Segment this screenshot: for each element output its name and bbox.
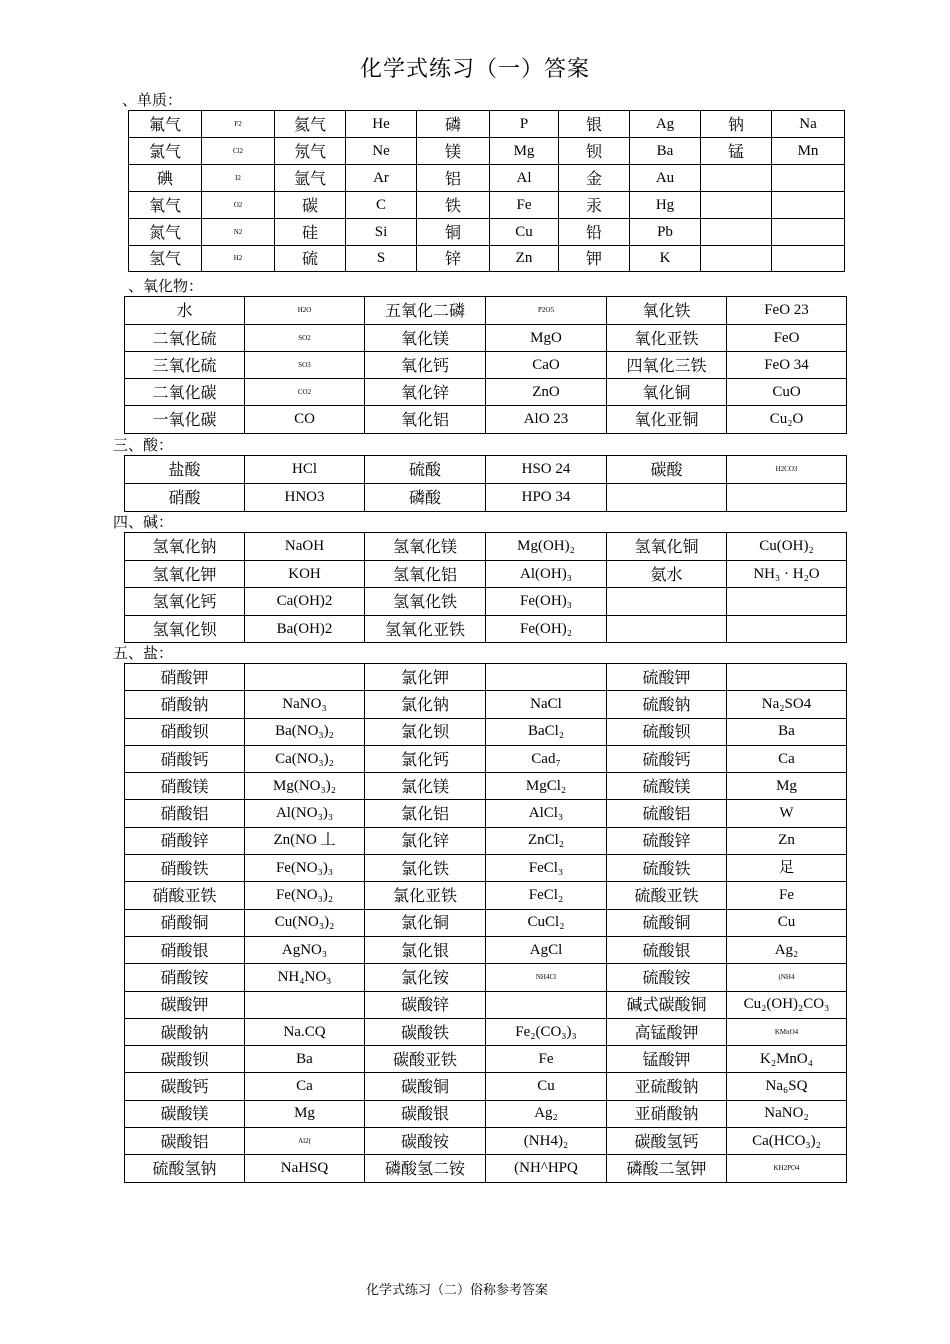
formula-cell: FeO 23	[727, 297, 847, 325]
formula-cell: Mg(NO₃)₂	[245, 773, 365, 800]
compound-name-cell: 铜	[417, 219, 490, 246]
salts-row	[125, 718, 847, 745]
compound-name-cell: 硫酸铝	[607, 800, 727, 827]
salts-row	[125, 773, 847, 800]
compound-name-cell: 氢氧化镁	[365, 533, 486, 561]
compound-name-cell	[701, 219, 772, 246]
compound-name-cell: 磷酸	[365, 484, 486, 512]
compound-name-cell: 硝酸	[125, 484, 245, 512]
formula-cell: Na.CQ	[245, 1018, 365, 1045]
formula-cell: NaNO₂	[727, 1100, 847, 1127]
compound-name-cell: 硝酸铵	[125, 964, 245, 991]
compound-name-cell: 硝酸钾	[125, 664, 245, 691]
formula-cell: (NH4	[727, 964, 847, 991]
section-label-acids: 三、酸：	[113, 436, 174, 454]
formula-cell: Cu₂(OH)₂CO₃	[727, 991, 847, 1018]
compound-name-cell: 氧化钙	[365, 352, 486, 379]
compound-name-cell: 锌	[417, 246, 490, 272]
formula-cell: P2O5	[486, 297, 607, 325]
formula-cell: H2	[202, 246, 275, 272]
compound-name-cell: 氢氧化钙	[125, 588, 245, 616]
formula-cell: Ca	[245, 1073, 365, 1100]
compound-name-cell	[607, 588, 727, 616]
formula-cell	[245, 991, 365, 1018]
compound-name-cell: 二氧化硫	[125, 325, 245, 352]
formula-cell: Mg	[490, 138, 559, 165]
compound-name-cell: 水	[125, 297, 245, 325]
salts-row	[125, 664, 847, 691]
compound-name-cell: 氯化铁	[365, 855, 486, 882]
oxides-row	[125, 379, 847, 406]
compound-name-cell: 硝酸钡	[125, 718, 245, 745]
compound-name-cell: 氦气	[275, 111, 346, 138]
formula-cell: KOH	[245, 561, 365, 588]
formula-cell: Cl2	[202, 138, 275, 165]
formula-cell: ZnCl₂	[486, 827, 607, 854]
compound-name-cell	[607, 616, 727, 643]
formula-cell: KH2PO4	[727, 1155, 847, 1182]
compound-name-cell: 碳酸铝	[125, 1128, 245, 1155]
formula-cell: MgCl₂	[486, 773, 607, 800]
salts-row	[125, 882, 847, 909]
bases-row	[125, 616, 847, 643]
compound-name-cell: 氧化铜	[607, 379, 727, 406]
compound-name-cell: 硫	[275, 246, 346, 272]
compound-name-cell: 四氧化三铁	[607, 352, 727, 379]
compound-name-cell: 氢氧化钡	[125, 616, 245, 643]
compound-name-cell: 氯化钾	[365, 664, 486, 691]
formula-cell: Ar	[346, 165, 417, 192]
compound-name-cell: 银	[559, 111, 630, 138]
compound-name-cell: 碳酸铁	[365, 1018, 486, 1045]
formula-cell: Mg	[727, 773, 847, 800]
formula-cell: Ba(OH)2	[245, 616, 365, 643]
formula-cell: 足	[727, 855, 847, 882]
compound-name-cell: 磷酸氢二铵	[365, 1155, 486, 1182]
formula-cell: Fe(NO₃)₃	[245, 855, 365, 882]
formula-cell: Ca(OH)2	[245, 588, 365, 616]
compound-name-cell: 氧化铁	[607, 297, 727, 325]
compound-name-cell: 氩气	[275, 165, 346, 192]
compound-name-cell	[701, 246, 772, 272]
formula-cell	[772, 192, 845, 219]
compound-name-cell: 氯化铝	[365, 800, 486, 827]
acids-table	[124, 455, 847, 512]
formula-cell: Ba	[245, 1046, 365, 1073]
formula-cell: Ca	[727, 745, 847, 772]
formula-cell: AlO 23	[486, 406, 607, 434]
formula-cell: NaCl	[486, 691, 607, 718]
formula-cell: O2	[202, 192, 275, 219]
oxides-row	[125, 406, 847, 434]
formula-cell: N2	[202, 219, 275, 246]
formula-cell: Fe	[486, 1046, 607, 1073]
formula-cell: CaO	[486, 352, 607, 379]
compound-name-cell: 钾	[559, 246, 630, 272]
compound-name-cell: 硫酸银	[607, 936, 727, 963]
salts-row	[125, 964, 847, 991]
formula-cell: H2O	[245, 297, 365, 325]
formula-cell	[245, 664, 365, 691]
compound-name-cell: 硫酸氢钠	[125, 1155, 245, 1182]
formula-cell: Cu(NO₃)₂	[245, 909, 365, 936]
formula-cell	[772, 246, 845, 272]
compound-name-cell: 硝酸铝	[125, 800, 245, 827]
formula-cell: Ne	[346, 138, 417, 165]
formula-cell	[772, 219, 845, 246]
bases-row	[125, 588, 847, 616]
compound-name-cell: 氖气	[275, 138, 346, 165]
compound-name-cell: 碳酸钾	[125, 991, 245, 1018]
salts-row	[125, 691, 847, 718]
compound-name-cell: 氢氧化铁	[365, 588, 486, 616]
compound-name-cell: 亚硫酸钠	[607, 1073, 727, 1100]
compound-name-cell: 碳酸	[607, 456, 727, 484]
compound-name-cell: 硫酸	[365, 456, 486, 484]
footer-text: 化学式练习（二）俗称参考答案	[366, 1283, 549, 1298]
formula-cell: (NH^HPQ	[486, 1155, 607, 1182]
section-label-oxides: 、氧化物：	[128, 277, 204, 295]
formula-cell: Fe₂(CO₃)₃	[486, 1018, 607, 1045]
compound-name-cell: 碳酸锌	[365, 991, 486, 1018]
compound-name-cell: 硫酸铁	[607, 855, 727, 882]
formula-cell: AgCl	[486, 936, 607, 963]
compound-name-cell: 硝酸钙	[125, 745, 245, 772]
formula-cell: CuO	[727, 379, 847, 406]
compound-name-cell: 硅	[275, 219, 346, 246]
formula-cell: Cu₂O	[727, 406, 847, 434]
compound-name-cell: 硫酸锌	[607, 827, 727, 854]
formula-cell: Cu	[727, 909, 847, 936]
compound-name-cell: 铅	[559, 219, 630, 246]
salts-row	[125, 936, 847, 963]
formula-cell: Ba	[727, 718, 847, 745]
formula-cell: NaOH	[245, 533, 365, 561]
compound-name-cell: 碳	[275, 192, 346, 219]
formula-cell: Fe(NO₃)₂	[245, 882, 365, 909]
formula-cell	[727, 664, 847, 691]
formula-cell: F2	[202, 111, 275, 138]
formula-cell: Au	[630, 165, 701, 192]
formula-cell: CuCl₂	[486, 909, 607, 936]
compound-name-cell: 五氧化二磷	[365, 297, 486, 325]
compound-name-cell: 碘	[129, 165, 202, 192]
salts-row	[125, 909, 847, 936]
formula-cell: Al2(	[245, 1128, 365, 1155]
compound-name-cell: 硝酸铜	[125, 909, 245, 936]
formula-cell: FeO 34	[727, 352, 847, 379]
formula-cell: Na	[772, 111, 845, 138]
elements-row	[129, 192, 845, 219]
compound-name-cell: 硫酸钾	[607, 664, 727, 691]
formula-cell: BaCl₂	[486, 718, 607, 745]
elements-table	[128, 110, 845, 272]
formula-cell: (NH4)₂	[486, 1128, 607, 1155]
formula-cell	[772, 165, 845, 192]
formula-cell: Cad₇	[486, 745, 607, 772]
formula-cell: AgNO₃	[245, 936, 365, 963]
formula-cell: H2CO3	[727, 456, 847, 484]
compound-name-cell: 硫酸铵	[607, 964, 727, 991]
formula-cell: FeCl₃	[486, 855, 607, 882]
compound-name-cell: 碳酸钠	[125, 1018, 245, 1045]
formula-cell: Ba(NO₃)₂	[245, 718, 365, 745]
formula-cell: W	[727, 800, 847, 827]
compound-name-cell: 钡	[559, 138, 630, 165]
formula-cell: NH₄NO₃	[245, 964, 365, 991]
compound-name-cell: 氯化钡	[365, 718, 486, 745]
formula-cell: Cu(OH)₂	[727, 533, 847, 561]
salts-row	[125, 827, 847, 854]
formula-cell: Na₂SO4	[727, 691, 847, 718]
salts-row	[125, 855, 847, 882]
formula-cell: Ag₂	[727, 936, 847, 963]
formula-cell: NaNO₃	[245, 691, 365, 718]
formula-cell: Hg	[630, 192, 701, 219]
compound-name-cell: 氢氧化铝	[365, 561, 486, 588]
compound-name-cell: 碱式碳酸铜	[607, 991, 727, 1018]
compound-name-cell	[701, 165, 772, 192]
compound-name-cell: 氧化亚铁	[607, 325, 727, 352]
compound-name-cell: 氯气	[129, 138, 202, 165]
formula-cell: Cu	[486, 1073, 607, 1100]
compound-name-cell: 汞	[559, 192, 630, 219]
formula-cell: Fe	[490, 192, 559, 219]
formula-cell: Fe(OH)₂	[486, 616, 607, 643]
formula-cell: I2	[202, 165, 275, 192]
salts-row	[125, 1046, 847, 1073]
compound-name-cell: 高锰酸钾	[607, 1018, 727, 1045]
acids-row	[125, 456, 847, 484]
compound-name-cell: 硝酸锌	[125, 827, 245, 854]
compound-name-cell: 金	[559, 165, 630, 192]
formula-cell: Pb	[630, 219, 701, 246]
formula-cell: AlCl₃	[486, 800, 607, 827]
section-label-bases: 四、碱：	[113, 513, 174, 531]
salts-row	[125, 1100, 847, 1127]
oxides-row	[125, 325, 847, 352]
oxides-row	[125, 297, 847, 325]
compound-name-cell: 硫酸镁	[607, 773, 727, 800]
compound-name-cell: 氯化钠	[365, 691, 486, 718]
compound-name-cell: 磷酸二氢钾	[607, 1155, 727, 1182]
formula-cell: HPO 34	[486, 484, 607, 512]
compound-name-cell	[607, 484, 727, 512]
formula-cell: SO2	[245, 325, 365, 352]
compound-name-cell: 二氧化碳	[125, 379, 245, 406]
acids-row	[125, 484, 847, 512]
compound-name-cell: 氨水	[607, 561, 727, 588]
compound-name-cell: 氯化镁	[365, 773, 486, 800]
compound-name-cell: 氧化亚铜	[607, 406, 727, 434]
compound-name-cell: 氧化镁	[365, 325, 486, 352]
formula-cell: HNO3	[245, 484, 365, 512]
formula-cell: Al	[490, 165, 559, 192]
compound-name-cell: 碳酸钡	[125, 1046, 245, 1073]
compound-name-cell: 锰酸钾	[607, 1046, 727, 1073]
formula-cell: FeCl₂	[486, 882, 607, 909]
compound-name-cell: 氧化铝	[365, 406, 486, 434]
elements-row	[129, 138, 845, 165]
compound-name-cell: 亚硝酸钠	[607, 1100, 727, 1127]
formula-cell: Mg(OH)₂	[486, 533, 607, 561]
compound-name-cell: 氯化铜	[365, 909, 486, 936]
elements-row	[129, 246, 845, 272]
compound-name-cell: 氯化锌	[365, 827, 486, 854]
compound-name-cell: 铁	[417, 192, 490, 219]
compound-name-cell: 碳酸氢钙	[607, 1128, 727, 1155]
compound-name-cell: 氢氧化钠	[125, 533, 245, 561]
compound-name-cell: 硝酸铁	[125, 855, 245, 882]
compound-name-cell: 硝酸亚铁	[125, 882, 245, 909]
compound-name-cell: 硝酸钠	[125, 691, 245, 718]
compound-name-cell: 锰	[701, 138, 772, 165]
formula-cell: Zn	[727, 827, 847, 854]
compound-name-cell: 氟气	[129, 111, 202, 138]
formula-cell: K₂MnO₄	[727, 1046, 847, 1073]
formula-cell: MgO	[486, 325, 607, 352]
formula-cell: Ba	[630, 138, 701, 165]
bases-table	[124, 532, 847, 643]
compound-name-cell: 硫酸钡	[607, 718, 727, 745]
compound-name-cell: 碳酸钙	[125, 1073, 245, 1100]
compound-name-cell: 氯化银	[365, 936, 486, 963]
bases-row	[125, 533, 847, 561]
compound-name-cell: 碳酸铵	[365, 1128, 486, 1155]
formula-cell: Ca(HCO₃)₂	[727, 1128, 847, 1155]
salts-row	[125, 800, 847, 827]
compound-name-cell: 氯化铵	[365, 964, 486, 991]
compound-name-cell: 氧化锌	[365, 379, 486, 406]
formula-cell: Al(NO₃)₃	[245, 800, 365, 827]
salts-row	[125, 1155, 847, 1182]
compound-name-cell: 氮气	[129, 219, 202, 246]
compound-name-cell	[701, 192, 772, 219]
formula-cell: Si	[346, 219, 417, 246]
formula-cell	[727, 484, 847, 512]
formula-cell: Ag₂	[486, 1100, 607, 1127]
formula-cell: K	[630, 246, 701, 272]
formula-cell	[727, 588, 847, 616]
elements-row	[129, 219, 845, 246]
formula-cell: HSO 24	[486, 456, 607, 484]
formula-cell: NaHSQ	[245, 1155, 365, 1182]
compound-name-cell: 硫酸钠	[607, 691, 727, 718]
formula-cell: P	[490, 111, 559, 138]
compound-name-cell: 氢氧化铜	[607, 533, 727, 561]
compound-name-cell: 钠	[701, 111, 772, 138]
formula-cell: NH₃ · H₂O	[727, 561, 847, 588]
formula-cell: HCl	[245, 456, 365, 484]
compound-name-cell: 硫酸铜	[607, 909, 727, 936]
formula-cell: C	[346, 192, 417, 219]
formula-cell: Mg	[245, 1100, 365, 1127]
formula-cell: ZnO	[486, 379, 607, 406]
compound-name-cell: 硝酸镁	[125, 773, 245, 800]
section-label-salts: 五、盐：	[113, 644, 174, 662]
section-label-elements: 、单质：	[122, 91, 183, 109]
compound-name-cell: 磷	[417, 111, 490, 138]
compound-name-cell: 一氧化碳	[125, 406, 245, 434]
salts-row	[125, 1128, 847, 1155]
compound-name-cell: 硫酸钙	[607, 745, 727, 772]
formula-cell: Fe(OH)₃	[486, 588, 607, 616]
compound-name-cell: 氯化亚铁	[365, 882, 486, 909]
formula-cell	[486, 991, 607, 1018]
formula-cell: FeO	[727, 325, 847, 352]
formula-cell: Zn	[490, 246, 559, 272]
formula-cell: NH4Cl	[486, 964, 607, 991]
formula-cell: KMnO4	[727, 1018, 847, 1045]
bases-row	[125, 561, 847, 588]
compound-name-cell: 硝酸银	[125, 936, 245, 963]
compound-name-cell: 氢气	[129, 246, 202, 272]
salts-row	[125, 745, 847, 772]
salts-row	[125, 1073, 847, 1100]
compound-name-cell: 三氧化硫	[125, 352, 245, 379]
formula-cell: Ag	[630, 111, 701, 138]
formula-cell: CO2	[245, 379, 365, 406]
formula-cell: CO	[245, 406, 365, 434]
compound-name-cell: 氧气	[129, 192, 202, 219]
compound-name-cell: 镁	[417, 138, 490, 165]
formula-cell: Al(OH)₃	[486, 561, 607, 588]
compound-name-cell: 硫酸亚铁	[607, 882, 727, 909]
formula-cell: S	[346, 246, 417, 272]
compound-name-cell: 氢氧化亚铁	[365, 616, 486, 643]
compound-name-cell: 氯化钙	[365, 745, 486, 772]
oxides-table	[124, 296, 847, 434]
compound-name-cell: 碳酸亚铁	[365, 1046, 486, 1073]
formula-cell	[486, 664, 607, 691]
compound-name-cell: 碳酸铜	[365, 1073, 486, 1100]
oxides-row	[125, 352, 847, 379]
formula-cell: He	[346, 111, 417, 138]
formula-cell: Na₆SQ	[727, 1073, 847, 1100]
formula-cell: Mn	[772, 138, 845, 165]
elements-row	[129, 111, 845, 138]
compound-name-cell: 铝	[417, 165, 490, 192]
compound-name-cell: 氢氧化钾	[125, 561, 245, 588]
salts-row	[125, 991, 847, 1018]
formula-cell: Zn(NO 丄	[245, 827, 365, 854]
compound-name-cell: 碳酸银	[365, 1100, 486, 1127]
compound-name-cell: 盐酸	[125, 456, 245, 484]
salts-table	[124, 663, 847, 1183]
formula-cell: Ca(NO₃)₂	[245, 745, 365, 772]
salts-row	[125, 1018, 847, 1045]
formula-cell: Fe	[727, 882, 847, 909]
formula-cell	[727, 616, 847, 643]
compound-name-cell: 碳酸镁	[125, 1100, 245, 1127]
page-title: 化学式练习（一）答案	[359, 57, 590, 82]
elements-row	[129, 165, 845, 192]
formula-cell: Cu	[490, 219, 559, 246]
formula-cell: SO3	[245, 352, 365, 379]
